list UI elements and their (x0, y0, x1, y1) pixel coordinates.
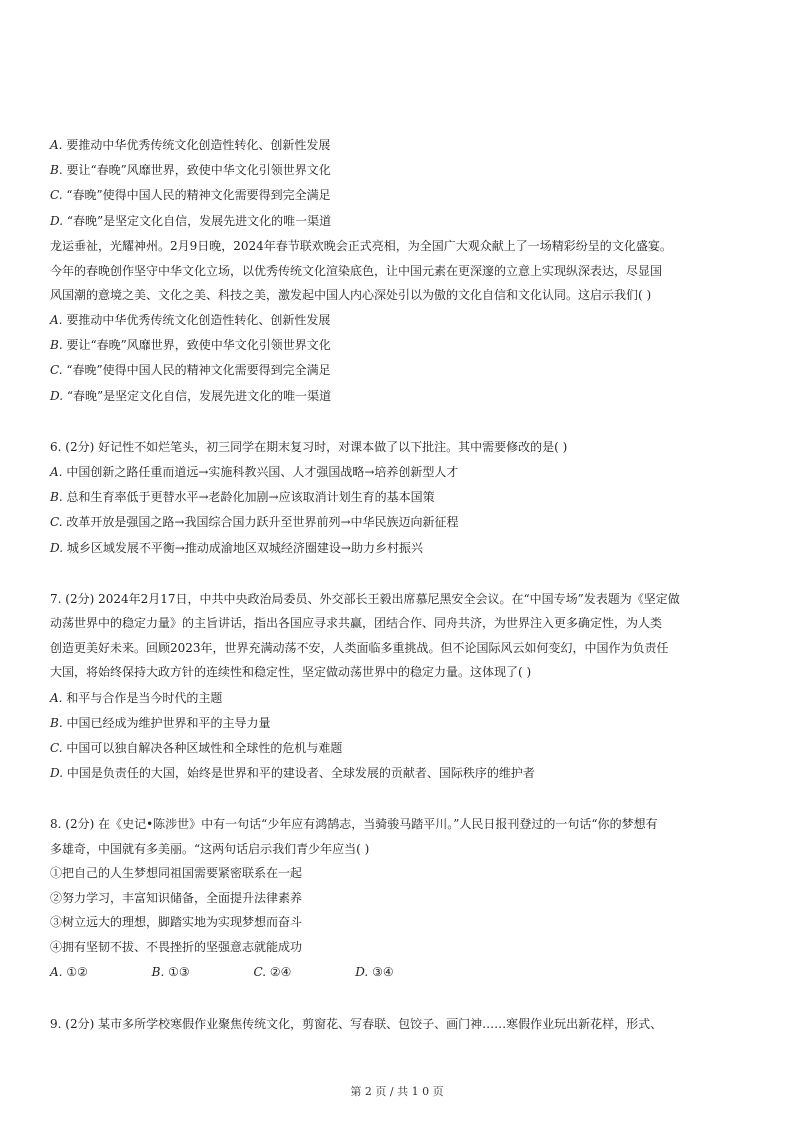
answer-choices (50, 964, 394, 980)
option-b: B. 总和生育率低于更替水平→老龄化加剧→应该取消计划生育的基本国策 (50, 490, 435, 504)
option-b: B. 要让“春晚”风靡世界，致使中华文化引领世界文化 (50, 338, 331, 352)
passage-line: 风国潮的意境之美、文化之美、科技之美，激发起中国人内心深处引以为傲的文化自信和文化认同。这启示我们( ) (50, 288, 652, 302)
question-8-stem: 多雄奇，中国就有多美丽。“这两句话启示我们青少年应当( ) (50, 842, 370, 856)
passage-line: 今年的春晚创作坚守中华文化立场，以优秀传统文化渲染底色，让中国元素在更深邃的立意上实现纵深表达，尽显国 (50, 264, 663, 278)
question-9-stem: 9. (2分) 某市多所学校寒假作业聚焦传统文化，剪窗花、写春联、包饺子、画门神……寒假作业玩出新花样，形式、 (50, 1017, 663, 1031)
statement-item: ②努力学习，丰富知识储备，全面提升法律素养 (50, 891, 303, 905)
question-7-stem: 动荡世界中的稳定力量》的主旨讲话，指出各国应寻求共赢，团结合作、同舟共济，为世界注入更多确定性，为人类 (50, 616, 663, 630)
option-a: A. 和平与合作是当今时代的主题 (50, 691, 223, 705)
question-7-stem: 大国，将始终保持大政方针的连续性和稳定性，坚定做动荡世界中的稳定力量。这体现了( ) (50, 665, 532, 679)
option-b: B. 中国已经成为维护世界和平的主导力量 (50, 716, 271, 730)
option-c: C. 改革开放是强国之路→我国综合国力跃升至世界前列→中华民族迈向新征程 (50, 515, 459, 529)
question-7-stem: 创造更美好未来。回顾2023年，世界充满动荡不安，人类面临多重挑战。但不论国际风云如何变幻，中国作为负责任 (50, 641, 669, 655)
option-c: C. “春晚”使得中国人民的精神文化需要得到完全满足 (50, 188, 331, 202)
choice-d: D. ③④ (355, 965, 394, 979)
statement-item: ③树立远大的理想，脚踏实地为实现梦想而奋斗 (50, 915, 303, 929)
option-a: A. 要推动中华优秀传统文化创造性转化、创新性发展 (50, 138, 331, 152)
statement-item: ④拥有坚韧不拔、不畏挫折的坚强意志就能成功 (50, 940, 303, 954)
choice-b: B. ①③ (151, 965, 190, 979)
option-a: A. 中国创新之路任重而道远→实施科教兴国、人才强国战略→培养创新型人才 (50, 465, 459, 479)
option-d: D. 城乡区域发展不平衡→推动成渝地区双城经济圈建设→助力乡村振兴 (50, 541, 423, 555)
option-d: D. 中国是负责任的大国，始终是世界和平的建设者、全球发展的贡献者、国际秩序的维护者 (50, 766, 535, 780)
option-c: C. “春晚”使得中国人民的精神文化需要得到完全满足 (50, 363, 331, 377)
question-7-stem: 7. (2分) 2024年2月17日，中共中央政治局委员、外交部长王毅出席慕尼黑安全会议。在“中国专场”发表题为《坚定做 (50, 592, 680, 606)
option-c: C. 中国可以独自解决各种区域性和全球性的危机与难题 (50, 741, 343, 755)
option-d: D. “春晚”是坚定文化自信，发展先进文化的唯一渠道 (50, 389, 332, 403)
choice-a: A. ①② (50, 965, 88, 979)
passage-line: 龙运垂祉，光耀神州。2月9日晚，2024年春节联欢晚会正式亮相，为全国广大观众献上了一场精彩纷呈的文化盛宴。 (50, 239, 672, 253)
question-8-stem: 8. (2分) 在《史记•陈涉世》中有一句话“少年应有鸿鹄志，当骑骏马踏平川。”人民日报刊登过的一句话“你的梦想有 (50, 817, 658, 831)
statement-item: ①把自己的人生梦想同祖国需要紧密联系在一起 (50, 866, 303, 880)
option-a: A. 要推动中华优秀传统文化创造性转化、创新性发展 (50, 313, 331, 327)
page-number-footer: 第 2 页 / 共 1 0 页 (350, 1085, 444, 1098)
option-b: B. 要让“春晚”风靡世界，致使中华文化引领世界文化 (50, 163, 331, 177)
question-6-stem: 6. (2分) 好记性不如烂笔头，初三同学在期末复习时，对课本做了以下批注。其中需要修改的是( ) (50, 440, 568, 454)
option-d: D. “春晚”是坚定文化自信，发展先进文化的唯一渠道 (50, 214, 332, 228)
choice-c: C. ②④ (253, 965, 292, 979)
